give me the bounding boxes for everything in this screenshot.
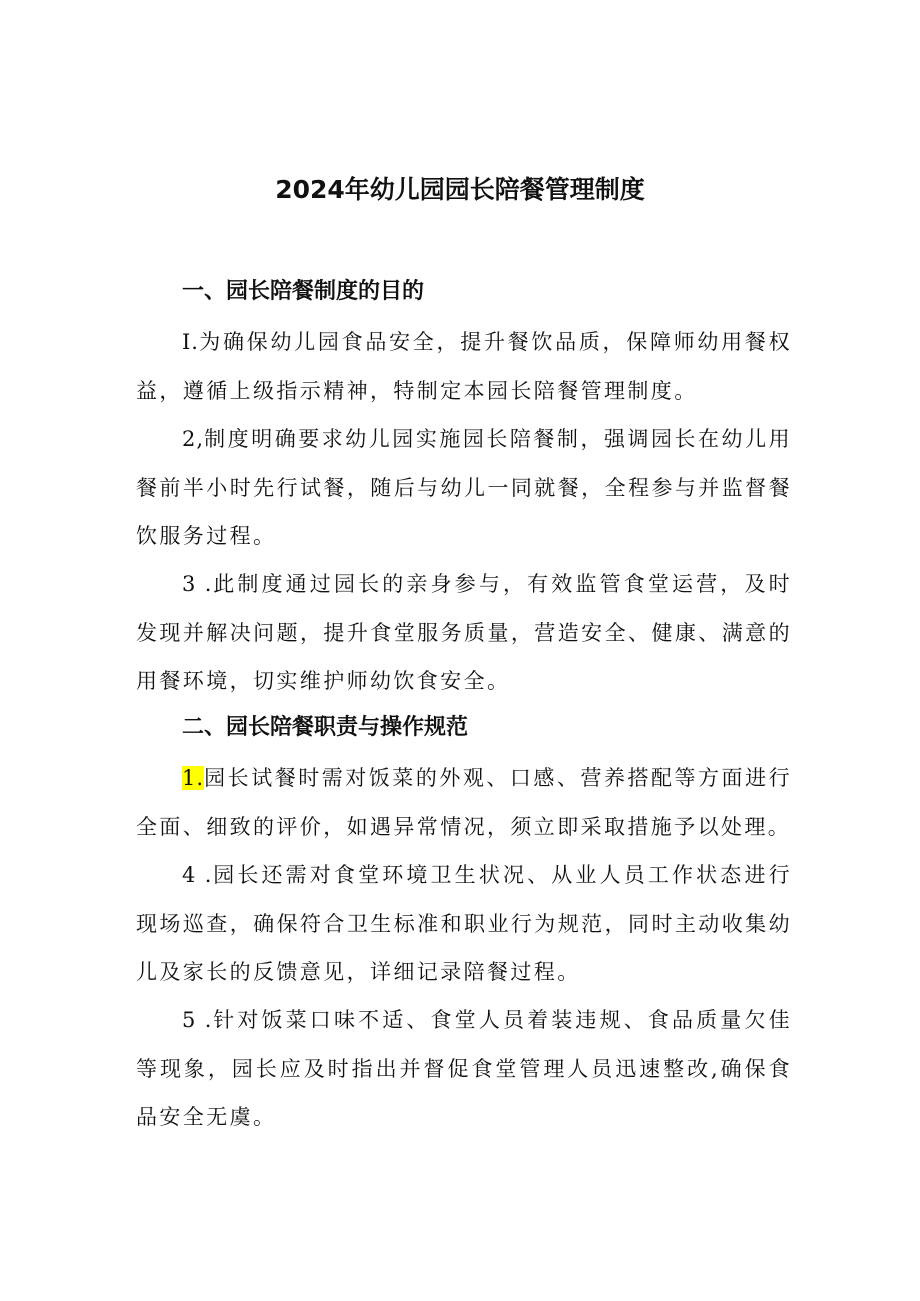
paragraph-number: 2,: [182, 427, 205, 451]
section-heading-purpose: 一、园长陪餐制度的目的: [182, 279, 425, 304]
paragraph-number: 4 .: [182, 863, 213, 887]
paragraph-text: 制度明确要求幼儿园实施园长陪餐制，强调园长在幼儿用餐前半小时先行试餐，随后与幼儿一同就餐，全程参与并监督餐饮服务过程。: [136, 427, 792, 548]
document-title: 2024年幼儿园园长陪餐管理制度: [275, 175, 645, 204]
paragraph: [136, 560, 792, 706]
paragraph-number: 3 .: [182, 572, 213, 596]
paragraph-text: 为确保幼儿园食品安全，提升餐饮品质，保障师幼用餐权益，遵循上级指示精神，特制定本园长陪餐管理制度。: [136, 330, 792, 403]
paragraph-text: 园长还需对食堂环境卫生状况、从业人员工作状态进行现场巡查，确保符合卫生标准和职业行为规范，同时主动收集幼儿及家长的反馈意见，详细记录陪餐过程。: [136, 863, 792, 984]
paragraph-text: 此制度通过园长的亲身参与，有效监管食堂运营，及时发现并解决问题，提升食堂服务质量，营造安全、健康、满意的用餐环境，切实维护师幼饮食安全。: [136, 572, 792, 693]
section-heading-duties: 二、园长陪餐职责与操作规范: [182, 715, 469, 740]
paragraph: [136, 754, 792, 851]
paragraph-number-highlighted: 1.: [182, 766, 205, 790]
paragraph-text: 针对饭菜口味不适、食堂人员着装违规、食品质量欠佳等现象，园长应及时指出并督促食堂管理人员迅速整改,确保食品安全无虞。: [136, 1008, 792, 1129]
paragraph-number: 5 .: [182, 1008, 213, 1032]
paragraph-number: I.: [182, 330, 199, 354]
paragraph: [136, 996, 792, 1142]
paragraph: [136, 851, 792, 997]
paragraph: [136, 415, 792, 561]
paragraph-text: 园长试餐时需对饭菜的外观、口感、营养搭配等方面进行全面、细致的评价，如遇异常情况，须立即采取措施予以处理。: [136, 766, 792, 839]
paragraph: [136, 318, 792, 415]
